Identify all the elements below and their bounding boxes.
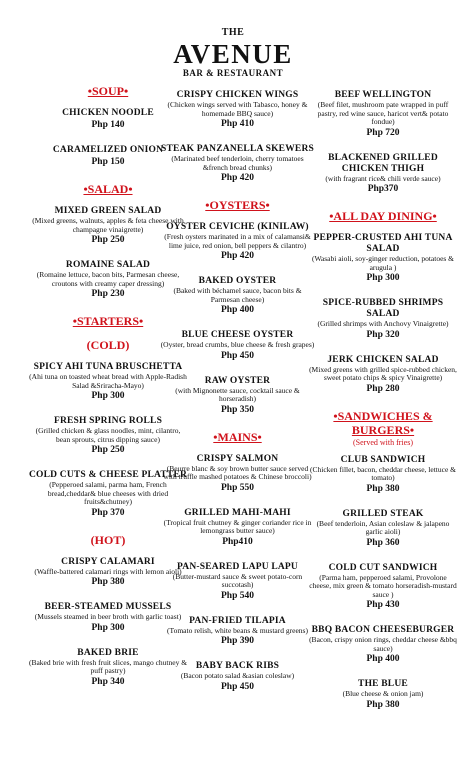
- item-price: Php 410: [221, 119, 254, 129]
- item-description: (Beurre blanc & soy brown butter sauce served with truffle mashed potatoes & Chinese broccoli): [163, 463, 312, 481]
- item-price: Php 720: [366, 127, 400, 138]
- item-description: (Ahi tuna on toasted wheat bread with Apple-Radish Salad &Sriracha-Mayo): [29, 372, 187, 390]
- item-price: Php 230: [91, 289, 125, 299]
- item-name: CRISPY CALAMARI: [61, 556, 155, 567]
- restaurant-tagline: BAR & RESTAURANT: [182, 68, 284, 78]
- item-description: (with fragrant rice& chili verde sauce): [325, 173, 441, 183]
- menu-item: [308, 509, 458, 549]
- item-name: CARAMELIZED ONION: [52, 145, 164, 155]
- item-price: Php 380: [366, 699, 400, 710]
- item-name: BBQ BACON CHEESEBURGER: [311, 625, 455, 635]
- item-description: (Grilled chicken & glass noodles, mint, cilantro, bean sprouts, citrus dipping sauce): [35, 426, 181, 444]
- menu-item: [308, 455, 458, 495]
- menu-item: [308, 153, 458, 196]
- item-description: (Romaine lettuce, bacon bits, Parmesan cheese, croutons with creamy caper dressing): [36, 270, 180, 288]
- item-name: PAN-FRIED TILAPIA: [189, 615, 286, 626]
- section-sandwiches-note: (Served with fries): [353, 437, 413, 447]
- item-name: THE BLUE: [358, 679, 408, 689]
- item-price: Php 300: [366, 273, 400, 283]
- menu-item: [160, 562, 315, 602]
- menu-item: [160, 276, 315, 316]
- menu-item: [160, 222, 315, 262]
- item-price: Php 550: [221, 482, 254, 493]
- item-name: PEPPER-CRUSTED AHI TUNA SALAD: [313, 233, 453, 254]
- menu-column-right: [308, 90, 458, 725]
- subsection-cold-title: (COLD): [86, 338, 130, 352]
- item-price: Php 450: [221, 681, 254, 692]
- item-description: (Wasabi aioli, soy-ginger reduction, potatoes & arugula ): [311, 254, 455, 272]
- item-price: Php 380: [91, 577, 125, 587]
- item-description: (Blue cheese & onion jam): [342, 689, 424, 698]
- section-mains-title: •MAINS•: [213, 429, 262, 444]
- item-name: BEER-STEAMED MUSSELS: [44, 602, 172, 612]
- item-price: Php 420: [221, 251, 254, 261]
- item-description: (Bacon, crispy onion rings, cheddar cheese &bbq sauce): [309, 635, 457, 653]
- item-description: (Bacon potato salad &asian coleslaw): [180, 671, 295, 680]
- item-description: (Oyster, bread crumbs, blue cheese & fresh grapes): [160, 340, 315, 349]
- item-name: CRISPY CHICKEN WINGS: [176, 90, 299, 100]
- item-price: Php 300: [91, 622, 125, 633]
- item-price: Php 400: [221, 305, 254, 315]
- item-description: (Butter-mustard sauce & sweet potato-corn succotash): [172, 571, 303, 589]
- section-salad-title: •SALAD•: [83, 182, 133, 196]
- menu-item: [160, 661, 315, 693]
- item-price: Php410: [222, 536, 253, 547]
- item-description: (Beef tenderloin, Asian coleslaw & jalapeno garlic aioli): [316, 518, 450, 536]
- item-price: Php 150: [91, 157, 125, 167]
- item-price: Php 380: [366, 483, 400, 494]
- item-name: BLUE CHEESE OYSTER: [181, 330, 294, 340]
- menu-item: [160, 454, 315, 494]
- section-all-day-dining-title: •ALL DAY DINING•: [329, 209, 437, 223]
- item-description: (Baked with béchamel sauce, bacon bits & Parmesan cheese): [173, 286, 302, 304]
- item-name: FRESH SPRING ROLLS: [53, 416, 163, 426]
- menu-header: [0, 0, 466, 79]
- item-price: Php 320: [366, 329, 400, 340]
- menu-item: [308, 679, 458, 711]
- menu-item: [308, 90, 458, 139]
- item-name: SPICY AHI TUNA BRUSCHETTA: [33, 362, 183, 372]
- item-price: Php 280: [366, 383, 400, 394]
- item-description: (Waffle-battered calamari rings with lemon aioli): [34, 566, 182, 576]
- item-description: (Chicken fillet, bacon, cheddar cheese, lettuce & tomato): [310, 464, 456, 482]
- item-price: Php 350: [221, 404, 254, 415]
- item-description: (Marinated beef tenderloin, cherry tomatoes &french bread chunks): [171, 154, 304, 172]
- item-name: BEEF WELLINGTON: [334, 90, 432, 100]
- menu-item: [160, 90, 315, 130]
- menu-item: [160, 144, 315, 184]
- menu-item: [160, 376, 315, 416]
- subsection-hot-title: (HOT): [90, 532, 126, 547]
- item-name: BAKED OYSTER: [198, 276, 277, 286]
- menu-item: [308, 233, 458, 284]
- item-price: Php 300: [91, 391, 125, 401]
- item-description: (Mixed greens, walnuts, apples & feta cheese with champagne vinaigrette): [32, 216, 184, 234]
- section-soup-title: •SOUP•: [87, 84, 129, 98]
- item-name: SPICE-RUBBED SHRIMPS SALAD: [322, 298, 444, 319]
- item-name: PAN-SEARED LAPU LAPU: [177, 561, 298, 572]
- item-price: Php 340: [91, 676, 125, 687]
- item-name: GRILLED MAHI-MAHI: [184, 507, 291, 518]
- item-price: Php 420: [221, 173, 254, 183]
- item-price: Php 370: [91, 507, 125, 518]
- item-description: (with Mignonette sauce, cocktail sauce & horseradish): [175, 385, 300, 403]
- item-name: CHICKEN NOODLE: [62, 108, 154, 118]
- item-name: COLD CUTS & CHEESE PLATTER: [28, 470, 188, 480]
- item-name: JERK CHICKEN SALAD: [327, 354, 439, 365]
- item-name: ROMAINE SALAD: [65, 260, 151, 270]
- item-description: (Beef filet, mushroom pate wrapped in puff pastry, red wine sauce, haricot vert& potato fondue): [317, 100, 449, 126]
- item-price: Php 140: [91, 120, 125, 130]
- item-price: Php 430: [366, 600, 400, 610]
- menu-column-middle: [160, 90, 315, 707]
- item-description: (Grilled shrimps with Anchovy Vinaigrette): [317, 319, 449, 328]
- menu-item: [308, 355, 458, 395]
- item-description: (Pepperoed salami, parma ham, French bread,cheddar& blue cheeses with dried fruits&chutney): [47, 480, 169, 506]
- item-name: BAKED BRIE: [77, 647, 139, 658]
- item-name: CRISPY SALMON: [196, 453, 279, 464]
- menu-item: [308, 563, 458, 612]
- item-name: MIXED GREEN SALAD: [54, 206, 162, 216]
- section-sandwiches-title: •SANDWICHES & BURGERS•: [333, 408, 433, 437]
- header-the: THE: [221, 27, 245, 38]
- item-description: (Parma ham, pepperoed salami, Provolone cheese, mix green & tomato horseradish-mustard sauce ): [309, 572, 457, 599]
- item-price: Php 400: [366, 654, 400, 664]
- menu-item: [308, 298, 458, 341]
- menu-item: [160, 508, 315, 548]
- menu-item: [160, 616, 315, 648]
- item-name: BLACKENED GRILLED CHICKEN THIGH: [328, 152, 438, 174]
- item-name: BABY BACK RIBS: [195, 661, 280, 671]
- item-price: Php 250: [91, 235, 125, 245]
- item-name: CLUB SANDWICH: [340, 454, 426, 465]
- item-description: (Mixed greens with grilled spice-rubbed chicken, sweet potato chips & spicy Vinaigrette): [309, 364, 457, 382]
- item-price: Php370: [367, 184, 399, 194]
- item-name: OYSTER CEVICHE (KINILAW): [166, 222, 309, 232]
- item-description: (Fresh oysters marinated in a mix of calamansi& lime juice, red onion, bell peppers & cilantro): [164, 232, 311, 250]
- section-starters-title: •STARTERS•: [72, 314, 144, 328]
- menu-item: [308, 625, 458, 665]
- restaurant-name: AVENUE: [173, 39, 293, 69]
- section-oysters-title: •OYSTERS•: [205, 198, 270, 212]
- item-description: (Chicken wings served with Tabasco, honey & homemade BBQ sauce): [167, 100, 308, 118]
- item-description: (Tomato relish, white beans & mustard greens): [167, 625, 308, 635]
- item-name: GRILLED STEAK: [342, 508, 424, 519]
- item-name: RAW OYSTER: [204, 375, 271, 386]
- item-description: (Baked brie with fresh fruit slices, mango chutney & puff pastry): [28, 657, 188, 675]
- item-name: STEAK PANZANELLA SKEWERS: [161, 144, 314, 154]
- item-description: (Mussels steamed in beer broth with garlic toast): [34, 612, 182, 621]
- item-price: Php 450: [221, 350, 254, 361]
- item-price: Php 250: [91, 445, 125, 455]
- item-name: COLD CUT SANDWICH: [328, 562, 438, 573]
- item-description: (Tropical fruit chutney & ginger coriander rice in lemongrass butter sauce): [163, 517, 312, 535]
- item-price: Php 360: [366, 537, 400, 548]
- item-price: Php 540: [221, 590, 254, 601]
- menu-item: [160, 330, 315, 362]
- item-price: Php 390: [221, 636, 254, 646]
